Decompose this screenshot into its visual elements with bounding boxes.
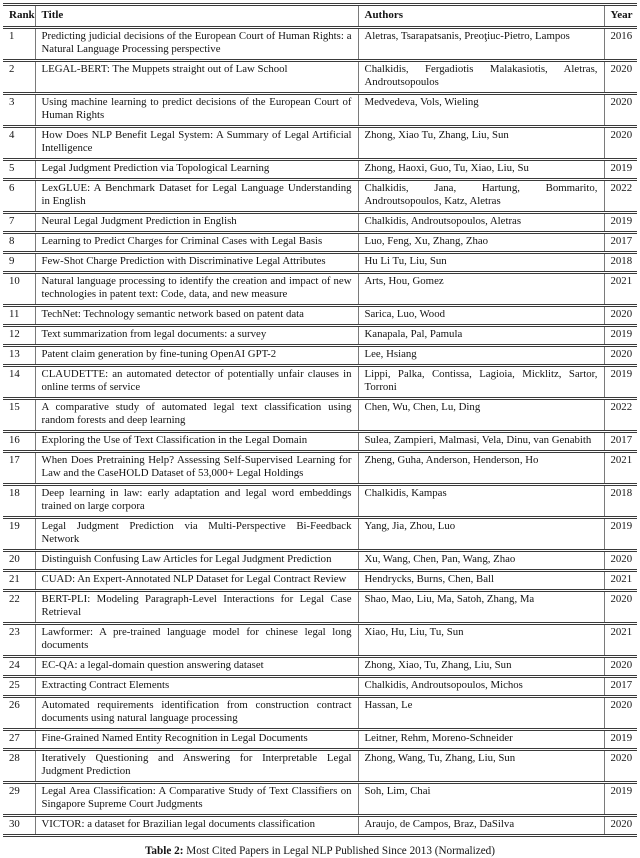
- table-row: [3, 550, 637, 570]
- caption-label: Table 2:: [145, 844, 184, 857]
- table-row: [3, 126, 637, 159]
- title-cell: CLAUDETTE: an automated detector of potentially unfair clauses in online terms of service: [35, 365, 358, 398]
- year-cell: 2017: [604, 232, 637, 252]
- table-row: [3, 517, 637, 550]
- year-cell: 2017: [604, 676, 637, 696]
- title-cell: Legal Area Classification: A Comparative Study of Text Classifiers on Singapore Supreme Court Judgments: [35, 782, 358, 815]
- caption-text: Most Cited Papers in Legal NLP Published Since 2013 (Normalized): [183, 844, 495, 857]
- table-row: [3, 345, 637, 365]
- rank-cell: 18: [3, 484, 35, 517]
- year-cell: 2020: [604, 815, 637, 835]
- rank-cell: 30: [3, 815, 35, 835]
- year-cell: 2021: [604, 570, 637, 590]
- authors-cell: Sulea, Zampieri, Malmasi, Vela, Dinu, van Genabith: [358, 431, 604, 451]
- rank-cell: 28: [3, 749, 35, 782]
- rank-cell: 2: [3, 60, 35, 93]
- table-row: [3, 60, 637, 93]
- rank-cell: 23: [3, 623, 35, 656]
- title-cell: Fine-Grained Named Entity Recognition in Legal Documents: [35, 729, 358, 749]
- authors-cell: Lippi, Palka, Contissa, Lagioia, Micklitz, Sartor, Torroni: [358, 365, 604, 398]
- rank-cell: 6: [3, 179, 35, 212]
- table-row: [3, 570, 637, 590]
- table-row: [3, 676, 637, 696]
- authors-cell: Xiao, Hu, Liu, Tu, Sun: [358, 623, 604, 656]
- table-row: [3, 729, 637, 749]
- table-caption: [0, 844, 640, 858]
- title-cell: Predicting judicial decisions of the European Court of Human Rights: a Natural Language Processing perspective: [35, 27, 358, 60]
- rank-cell: 15: [3, 398, 35, 431]
- authors-cell: Zheng, Guha, Anderson, Henderson, Ho: [358, 451, 604, 484]
- table-row: [3, 431, 637, 451]
- rank-cell: 20: [3, 550, 35, 570]
- authors-cell: Chalkidis, Kampas: [358, 484, 604, 517]
- year-cell: 2019: [604, 159, 637, 179]
- year-cell: 2020: [604, 656, 637, 676]
- year-cell: 2020: [604, 305, 637, 325]
- year-cell: 2020: [604, 749, 637, 782]
- table-row: [3, 696, 637, 729]
- year-cell: 2020: [604, 126, 637, 159]
- authors-cell: Zhong, Xiao, Tu, Zhang, Liu, Sun: [358, 656, 604, 676]
- rank-cell: 13: [3, 345, 35, 365]
- year-cell: 2018: [604, 484, 637, 517]
- table-row: [3, 325, 637, 345]
- authors-cell: Lee, Hsiang: [358, 345, 604, 365]
- year-cell: 2021: [604, 451, 637, 484]
- table-row: [3, 305, 637, 325]
- rank-cell: 4: [3, 126, 35, 159]
- year-cell: 2018: [604, 252, 637, 272]
- table-row: [3, 27, 637, 60]
- authors-cell: Xu, Wang, Chen, Pan, Wang, Zhao: [358, 550, 604, 570]
- year-cell: 2019: [604, 325, 637, 345]
- title-cell: Extracting Contract Elements: [35, 676, 358, 696]
- title-cell: BERT-PLI: Modeling Paragraph-Level Interactions for Legal Case Retrieval: [35, 590, 358, 623]
- authors-cell: Medvedeva, Vols, Wieling: [358, 93, 604, 126]
- authors-cell: Sarica, Luo, Wood: [358, 305, 604, 325]
- title-cell: LEGAL-BERT: The Muppets straight out of Law School: [35, 60, 358, 93]
- table-row: [3, 365, 637, 398]
- title-cell: Learning to Predict Charges for Criminal Cases with Legal Basis: [35, 232, 358, 252]
- rank-cell: 25: [3, 676, 35, 696]
- col-header-authors: Authors: [358, 5, 604, 28]
- authors-cell: Hendrycks, Burns, Chen, Ball: [358, 570, 604, 590]
- table-row: [3, 590, 637, 623]
- year-cell: 2020: [604, 345, 637, 365]
- rank-cell: 16: [3, 431, 35, 451]
- header-row: [3, 5, 637, 28]
- table-row: [3, 252, 637, 272]
- title-cell: Text summarization from legal documents: a survey: [35, 325, 358, 345]
- title-cell: Iteratively Questioning and Answering for Interpretable Legal Judgment Prediction: [35, 749, 358, 782]
- year-cell: 2020: [604, 60, 637, 93]
- title-cell: CUAD: An Expert-Annotated NLP Dataset for Legal Contract Review: [35, 570, 358, 590]
- year-cell: 2022: [604, 398, 637, 431]
- table-row: [3, 179, 637, 212]
- year-cell: 2021: [604, 272, 637, 305]
- authors-cell: Arts, Hou, Gomez: [358, 272, 604, 305]
- title-cell: VICTOR: a dataset for Brazilian legal documents classification: [35, 815, 358, 835]
- authors-cell: Hu Li Tu, Liu, Sun: [358, 252, 604, 272]
- rank-cell: 19: [3, 517, 35, 550]
- year-cell: 2022: [604, 179, 637, 212]
- col-header-title: Title: [35, 5, 358, 28]
- rank-cell: 26: [3, 696, 35, 729]
- table-row: [3, 815, 637, 835]
- authors-cell: Chalkidis, Fergadiotis Malakasiotis, Aletras, Androutsopoulos: [358, 60, 604, 93]
- authors-cell: Chalkidis, Androutsopoulos, Michos: [358, 676, 604, 696]
- authors-cell: Shao, Mao, Liu, Ma, Satoh, Zhang, Ma: [358, 590, 604, 623]
- year-cell: 2019: [604, 517, 637, 550]
- table-row: [3, 93, 637, 126]
- table-row: [3, 159, 637, 179]
- year-cell: 2021: [604, 623, 637, 656]
- table-row: [3, 451, 637, 484]
- title-cell: How Does NLP Benefit Legal System: A Summary of Legal Artificial Intelligence: [35, 126, 358, 159]
- col-header-year: Year: [604, 5, 637, 28]
- year-cell: 2019: [604, 212, 637, 232]
- table-row: [3, 232, 637, 252]
- title-cell: Natural language processing to identify the creation and impact of new technologies in patent text: Code, data, and new measure: [35, 272, 358, 305]
- col-header-rank: Rank: [3, 5, 35, 28]
- title-cell: LexGLUE: A Benchmark Dataset for Legal Language Understanding in English: [35, 179, 358, 212]
- title-cell: Neural Legal Judgment Prediction in English: [35, 212, 358, 232]
- authors-cell: Araujo, de Campos, Braz, DaSilva: [358, 815, 604, 835]
- rank-cell: 11: [3, 305, 35, 325]
- rank-cell: 14: [3, 365, 35, 398]
- table-row: [3, 272, 637, 305]
- rank-cell: 29: [3, 782, 35, 815]
- year-cell: 2020: [604, 550, 637, 570]
- title-cell: When Does Pretraining Help? Assessing Self-Supervised Learning for Law and the CaseHOLD Dataset of 53,000+ Legal Holdings: [35, 451, 358, 484]
- authors-cell: Hassan, Le: [358, 696, 604, 729]
- table-row: [3, 398, 637, 431]
- title-cell: TechNet: Technology semantic network based on patent data: [35, 305, 358, 325]
- title-cell: Automated requirements identification from construction contract documents using natural language processing: [35, 696, 358, 729]
- table-row: [3, 782, 637, 815]
- authors-cell: Leitner, Rehm, Moreno-Schneider: [358, 729, 604, 749]
- year-cell: 2020: [604, 590, 637, 623]
- title-cell: Using machine learning to predict decisions of the European Court of Human Rights: [35, 93, 358, 126]
- title-cell: Legal Judgment Prediction via Multi-Perspective Bi-Feedback Network: [35, 517, 358, 550]
- rank-cell: 10: [3, 272, 35, 305]
- title-cell: Deep learning in law: early adaptation and legal word embeddings trained on large corpora: [35, 484, 358, 517]
- authors-cell: Kanapala, Pal, Pamula: [358, 325, 604, 345]
- table-row: [3, 484, 637, 517]
- rank-cell: 9: [3, 252, 35, 272]
- table-row: [3, 749, 637, 782]
- year-cell: 2017: [604, 431, 637, 451]
- authors-cell: Luo, Feng, Xu, Zhang, Zhao: [358, 232, 604, 252]
- title-cell: Distinguish Confusing Law Articles for Legal Judgment Prediction: [35, 550, 358, 570]
- rank-cell: 21: [3, 570, 35, 590]
- paper-page: [0, 3, 640, 857]
- title-cell: Lawformer: A pre-trained language model for chinese legal long documents: [35, 623, 358, 656]
- table-row: [3, 212, 637, 232]
- authors-cell: Zhong, Xiao Tu, Zhang, Liu, Sun: [358, 126, 604, 159]
- year-cell: 2020: [604, 696, 637, 729]
- authors-cell: Aletras, Tsarapatsanis, Preoţiuc-Pietro, Lampos: [358, 27, 604, 60]
- title-cell: Patent claim generation by fine-tuning OpenAI GPT-2: [35, 345, 358, 365]
- authors-cell: Zhong, Wang, Tu, Zhang, Liu, Sun: [358, 749, 604, 782]
- title-cell: Few-Shot Charge Prediction with Discriminative Legal Attributes: [35, 252, 358, 272]
- cited-papers-table: [3, 3, 637, 837]
- table-row: [3, 623, 637, 656]
- table-row: [3, 656, 637, 676]
- authors-cell: Chalkidis, Jana, Hartung, Bommarito, Androutsopoulos, Katz, Aletras: [358, 179, 604, 212]
- authors-cell: Soh, Lim, Chai: [358, 782, 604, 815]
- rank-cell: 1: [3, 27, 35, 60]
- year-cell: 2020: [604, 93, 637, 126]
- authors-cell: Chalkidis, Androutsopoulos, Aletras: [358, 212, 604, 232]
- rank-cell: 5: [3, 159, 35, 179]
- rank-cell: 8: [3, 232, 35, 252]
- rank-cell: 3: [3, 93, 35, 126]
- year-cell: 2019: [604, 729, 637, 749]
- authors-cell: Yang, Jia, Zhou, Luo: [358, 517, 604, 550]
- table-body: [3, 27, 637, 835]
- title-cell: A comparative study of automated legal text classification using random forests and deep learning: [35, 398, 358, 431]
- rank-cell: 27: [3, 729, 35, 749]
- title-cell: Legal Judgment Prediction via Topological Learning: [35, 159, 358, 179]
- rank-cell: 17: [3, 451, 35, 484]
- authors-cell: Zhong, Haoxi, Guo, Tu, Xiao, Liu, Su: [358, 159, 604, 179]
- year-cell: 2019: [604, 365, 637, 398]
- title-cell: EC-QA: a legal-domain question answering dataset: [35, 656, 358, 676]
- title-cell: Exploring the Use of Text Classification in the Legal Domain: [35, 431, 358, 451]
- year-cell: 2019: [604, 782, 637, 815]
- rank-cell: 7: [3, 212, 35, 232]
- table-header: [3, 5, 637, 28]
- rank-cell: 12: [3, 325, 35, 345]
- authors-cell: Chen, Wu, Chen, Lu, Ding: [358, 398, 604, 431]
- rank-cell: 24: [3, 656, 35, 676]
- rank-cell: 22: [3, 590, 35, 623]
- year-cell: 2016: [604, 27, 637, 60]
